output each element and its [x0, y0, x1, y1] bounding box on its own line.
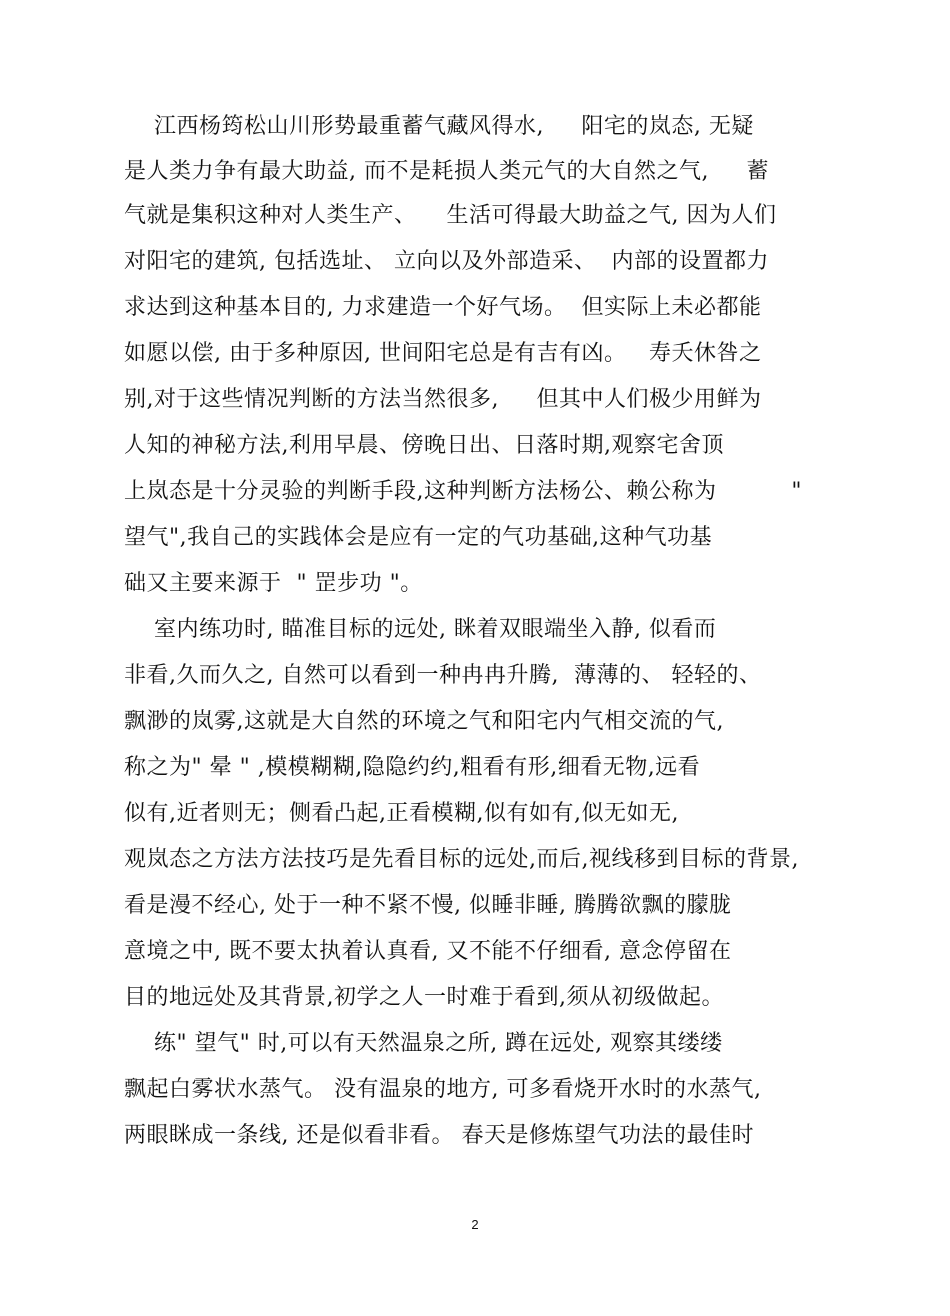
text-line: 人知的神秘方法,利用早晨、傍晚日出、日落时期,观察宅舍顶 — [124, 433, 724, 458]
text-line: 对阳宅的建筑, 包括选址、 立向以及外部造采、 内部的设置都力 — [124, 249, 769, 274]
text-line: 别,对于这些情况判断的方法当然很多, 但其中人们极少用鲜为 — [124, 387, 762, 412]
text-line: 如愿以偿, 由于多种原因, 世间阳宅总是有吉有凶。 寿夭休咎之 — [124, 341, 762, 366]
text-line: 江西杨筠松山川形势最重蓄气藏风得水, 阳宅的岚态, 无疑 — [124, 114, 754, 139]
text-line: 目的地远处及其背景,初学之人一时难于看到,须从初级做起。 — [124, 985, 724, 1010]
text-line: 飘起白雾状水蒸气。 没有温泉的地方, 可多看烧开水时的水蒸气, — [124, 1077, 762, 1102]
text-line: 求达到这种基本目的, 力求建造一个好气场。 但实际上未必都能 — [124, 295, 762, 320]
text-line: 意境之中, 既不要太执着认真看, 又不能不仔细看, 意念停留在 — [124, 939, 732, 964]
page-number: 2 — [471, 1217, 479, 1232]
text-line: 础又主要来源于 " 罡步功 "。 — [124, 571, 423, 596]
text-line: 望气",我自己的实践体会是应有一定的气功基础,这种气功基 — [124, 525, 713, 550]
text-line: 两眼眯成一条线, 还是似看非看。 春天是修炼望气功法的最佳时 — [124, 1123, 754, 1148]
text-line: 观岚态之方法方法技巧是先看目标的远处,而后,视线移到目标的背景, — [124, 847, 799, 872]
text-line: 非看,久而久之, 自然可以看到一种冉冉升腾, 薄薄的、 轻轻的、 — [124, 663, 762, 688]
text-line: 练" 望气" 时,可以有天然温泉之所, 蹲在远处, 观察其缕缕 — [124, 1031, 723, 1056]
text-line: 气就是集积这种对人类生产、 生活可得最大助益之气, 因为人们 — [124, 203, 777, 228]
text-line: 室内练功时, 瞄准目标的远处, 眯着双眼端坐入静, 似看而 — [124, 617, 717, 642]
text-line: 是人类力争有最大助益, 而不是耗损人类元气的大自然之气, 蓄 — [124, 159, 769, 184]
text-line: 看是漫不经心, 处于一种不紧不慢, 似睡非睡, 腾腾欲飘的朦胧 — [124, 893, 732, 918]
text-line: 似有,近者则无；侧看凸起,正看模糊,似有如有,似无如无, — [124, 801, 679, 826]
text-line: 上岚态是十分灵验的判断手段,这种判断方法杨公、赖公称为 " — [124, 479, 803, 504]
text-line: 飘渺的岚雾,这就是大自然的环境之气和阳宅内气相交流的气, — [124, 709, 724, 734]
text-line: 称之为" 晕 " ,模模糊糊,隐隐约约,粗看有形,细看无物,远看 — [124, 755, 701, 780]
